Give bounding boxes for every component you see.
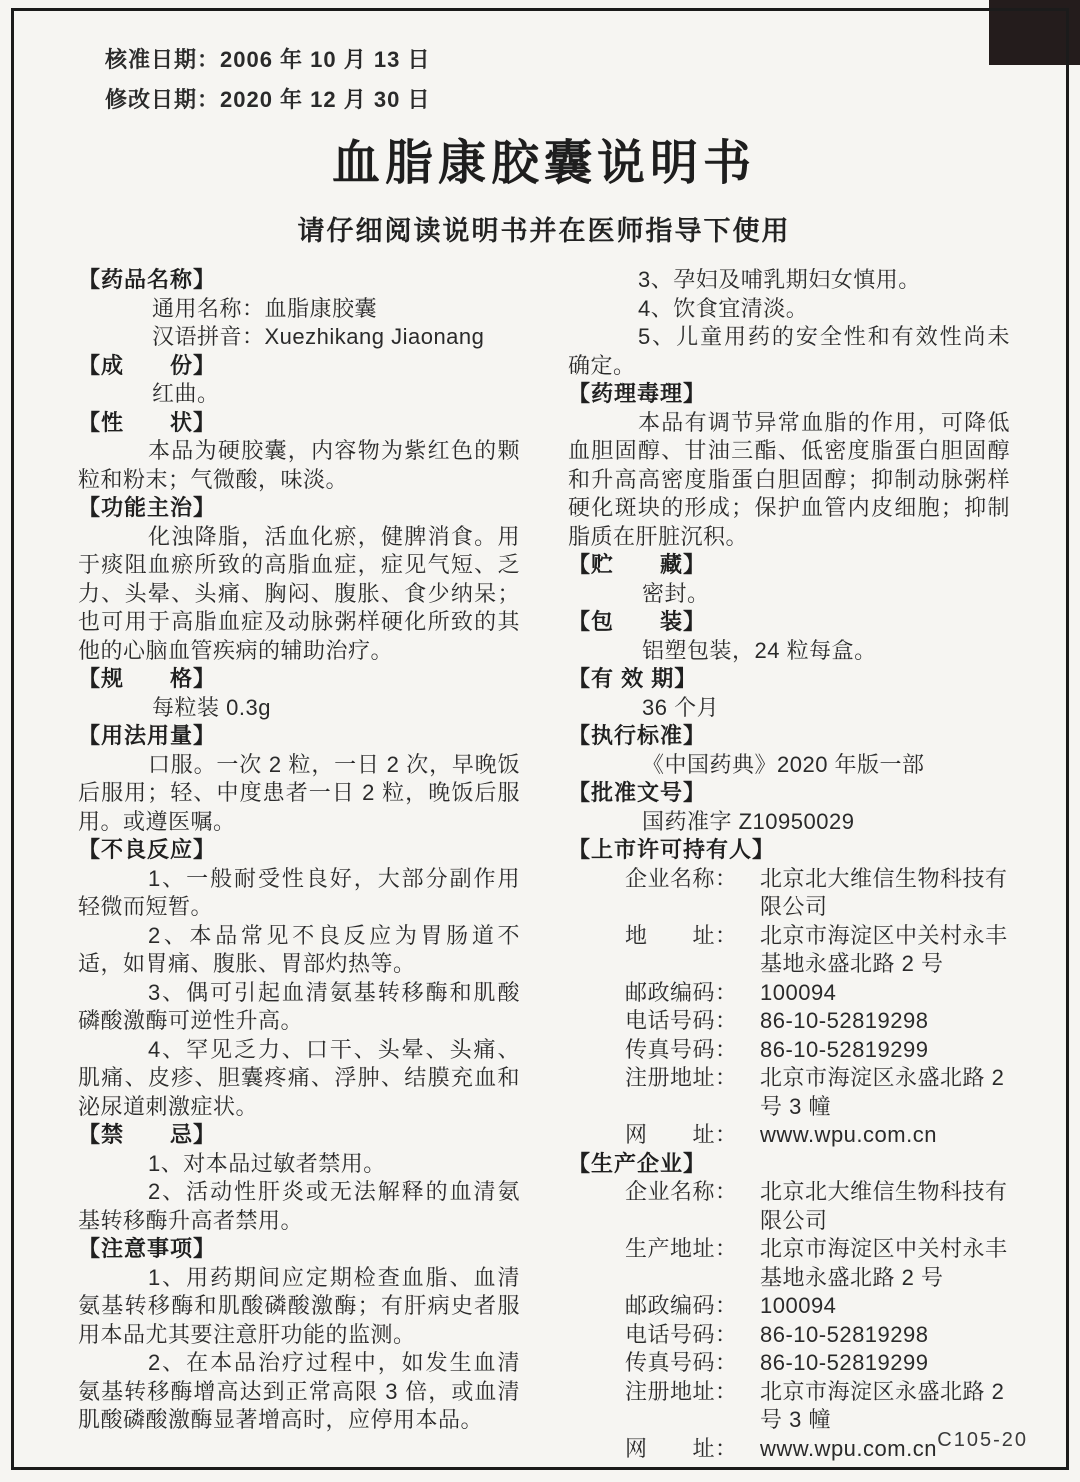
date-block — [105, 40, 1010, 120]
paragraph: 1、对本品过敏者禁用。 — [148, 1150, 386, 1176]
field-label: 电话号码： — [625, 1321, 738, 1347]
field-value: www.wpu.com.cn — [760, 1435, 937, 1461]
label-value-row — [568, 1349, 1010, 1378]
label-value-row — [568, 922, 1010, 979]
paragraph: 化浊降脂，活血化瘀，健脾消食。用于痰阻血瘀所致的高脂血症，症见气短、乏力、头晕、头痛、胸闷、腹胀、食少纳呆；也可用于高脂血症及动脉粥样硬化所致的其他的心脑血管疾病的辅助治疗。 — [78, 523, 520, 663]
section-heading: 【规 格】 — [78, 666, 217, 691]
paragraph: 1、用药期间应定期检查血脂、血清氨基转移酶和肌酸磷酸激酶；有肝病史者服用本品尤其要注意肝功能的监测。 — [78, 1264, 520, 1347]
section-heading: 【生产企业】 — [568, 1150, 707, 1176]
field-label: 邮政编码： — [625, 1293, 738, 1318]
label-value-row — [568, 1235, 1010, 1292]
label-value-row — [568, 865, 1010, 922]
field-value: 86-10-52819298 — [760, 1008, 929, 1033]
field-value: 100094 — [760, 1293, 837, 1318]
indented-line: 密封。 — [642, 580, 710, 606]
indented-line: 每粒装 0.3g — [152, 694, 271, 720]
field-value: 北京市海淀区中关村永丰基地永盛北路 2 号 — [760, 922, 1008, 976]
section-heading: 【功能主治】 — [78, 495, 217, 520]
indented-line: 汉语拼音：Xuezhikang Jiaonang — [152, 324, 485, 349]
field-value: 86-10-52819298 — [760, 1321, 929, 1347]
document-subtitle: 请仔细阅读说明书并在医师指导下使用 — [297, 216, 791, 246]
paragraph: 本品为硬胶囊，内容物为紫红色的颗粒和粉末；气微酸，味淡。 — [78, 438, 520, 492]
two-column-body — [78, 266, 1010, 1463]
field-value: 北京北大维信生物科技有限公司 — [760, 1179, 1008, 1233]
label-value-row — [568, 1036, 1010, 1065]
field-value: 北京北大维信生物科技有限公司 — [760, 865, 1008, 919]
paragraph: 3、孕妇及哺乳期妇女慎用。 — [638, 267, 921, 292]
section-heading: 【执行标准】 — [568, 723, 707, 748]
approval-date: 核准日期：2006 年 10 月 13 日 — [105, 47, 431, 72]
paragraph: 2、活动性肝炎或无法解释的血清氨基转移酶升高者禁用。 — [78, 1179, 520, 1233]
label-value-row — [568, 1121, 1010, 1150]
field-value: 北京市海淀区永盛北路 2 号 3 幢 — [760, 1378, 1005, 1432]
field-label: 企业名称： — [625, 865, 738, 891]
label-value-row — [568, 1007, 1010, 1036]
field-label: 邮政编码： — [625, 979, 738, 1005]
field-label: 生产地址： — [625, 1236, 738, 1261]
paragraph: 5、儿童用药的安全性和有效性尚未确定。 — [568, 324, 1010, 378]
section-heading: 【成 份】 — [78, 352, 217, 378]
field-value: 北京市海淀区永盛北路 2 号 3 幢 — [760, 1065, 1005, 1119]
indented-line: 36 个月 — [642, 694, 720, 720]
section-heading: 【不良反应】 — [78, 837, 217, 862]
field-label: 注册地址： — [625, 1065, 738, 1090]
paragraph: 口服。一次 2 粒，一日 2 次，早晚饭后服用；轻、中度患者一日 2 粒，晚饭后服用。或遵医嘱。 — [78, 751, 520, 834]
section-heading: 【禁 忌】 — [78, 1122, 217, 1147]
field-value: www.wpu.com.cn — [760, 1122, 937, 1147]
label-value-row — [568, 1321, 1010, 1350]
label-value-row — [568, 1178, 1010, 1235]
indented-line: 红曲。 — [152, 381, 220, 406]
section-heading: 【用法用量】 — [78, 723, 217, 748]
label-value-row — [568, 1064, 1010, 1121]
field-value: 北京市海淀区中关村永丰基地永盛北路 2 号 — [760, 1236, 1008, 1290]
section-heading: 【上市许可持有人】 — [568, 837, 776, 862]
field-label: 网 址： — [625, 1435, 738, 1461]
field-label: 电话号码： — [625, 1008, 738, 1033]
section-heading: 【药品名称】 — [78, 267, 217, 292]
field-label: 企业名称： — [625, 1179, 738, 1204]
section-heading: 【有 效 期】 — [568, 666, 698, 691]
left-column — [78, 266, 520, 1463]
field-label: 地 址： — [625, 922, 738, 948]
document-title: 血脂康胶囊说明书 — [331, 137, 756, 190]
paragraph: 2、本品常见不良反应为胃肠道不适，如胃痛、腹胀、胃部灼热等。 — [78, 922, 520, 976]
right-column — [568, 266, 1010, 1463]
paragraph: 本品有调节异常血脂的作用，可降低血胆固醇、甘油三酯、低密度脂蛋白胆固醇和升高高密度脂蛋白胆固醇；抑制动脉粥样硬化斑块的形成；保护血管内皮细胞；抑制脂质在肝脏沉积。 — [568, 409, 1010, 549]
label-value-row — [568, 1378, 1010, 1435]
field-value: 100094 — [760, 979, 837, 1005]
paragraph: 2、在本品治疗过程中，如发生血清氨基转移酶增高达到正常高限 3 倍，或血清肌酸磷酸激酶显著增高时，应停用本品。 — [78, 1350, 520, 1432]
section-heading: 【批准文号】 — [568, 780, 707, 805]
field-value: 86-10-52819299 — [760, 1350, 929, 1375]
section-heading: 【贮 藏】 — [568, 552, 707, 577]
field-value: 86-10-52819299 — [760, 1036, 929, 1062]
label-value-row — [568, 979, 1010, 1008]
revision-date: 修改日期：2020 年 12 月 30 日 — [105, 87, 431, 112]
field-label: 传真号码： — [625, 1036, 738, 1062]
paragraph: 4、罕见乏力、口干、头晕、头痛、肌痛、皮疹、胆囊疼痛、浮肿、结膜充血和泌尿道刺激症状。 — [78, 1036, 520, 1119]
paragraph: 1、一般耐受性良好，大部分副作用轻微而短暂。 — [78, 865, 520, 919]
section-heading: 【注意事项】 — [78, 1236, 217, 1261]
label-value-row — [568, 1292, 1010, 1321]
field-label: 注册地址： — [625, 1378, 738, 1404]
field-label: 网 址： — [625, 1122, 738, 1147]
indented-line: 铝塑包装，24 粒每盒。 — [642, 637, 877, 663]
indented-line: 通用名称：血脂康胶囊 — [152, 295, 378, 321]
page-content — [78, 40, 1010, 1463]
section-heading: 【性 状】 — [78, 409, 217, 435]
paragraph: 3、偶可引起血清氨基转移酶和肌酸磷酸激酶可逆性升高。 — [78, 979, 520, 1033]
field-label: 传真号码： — [625, 1350, 738, 1375]
page-code: C105-20 — [937, 1429, 1028, 1451]
section-heading: 【药理毒理】 — [568, 381, 707, 406]
indented-line: 国药准字 Z10950029 — [642, 808, 855, 834]
indented-line: 《中国药典》2020 年版一部 — [642, 751, 925, 777]
paragraph: 4、饮食宜清淡。 — [638, 295, 809, 321]
section-heading: 【包 装】 — [568, 609, 707, 634]
